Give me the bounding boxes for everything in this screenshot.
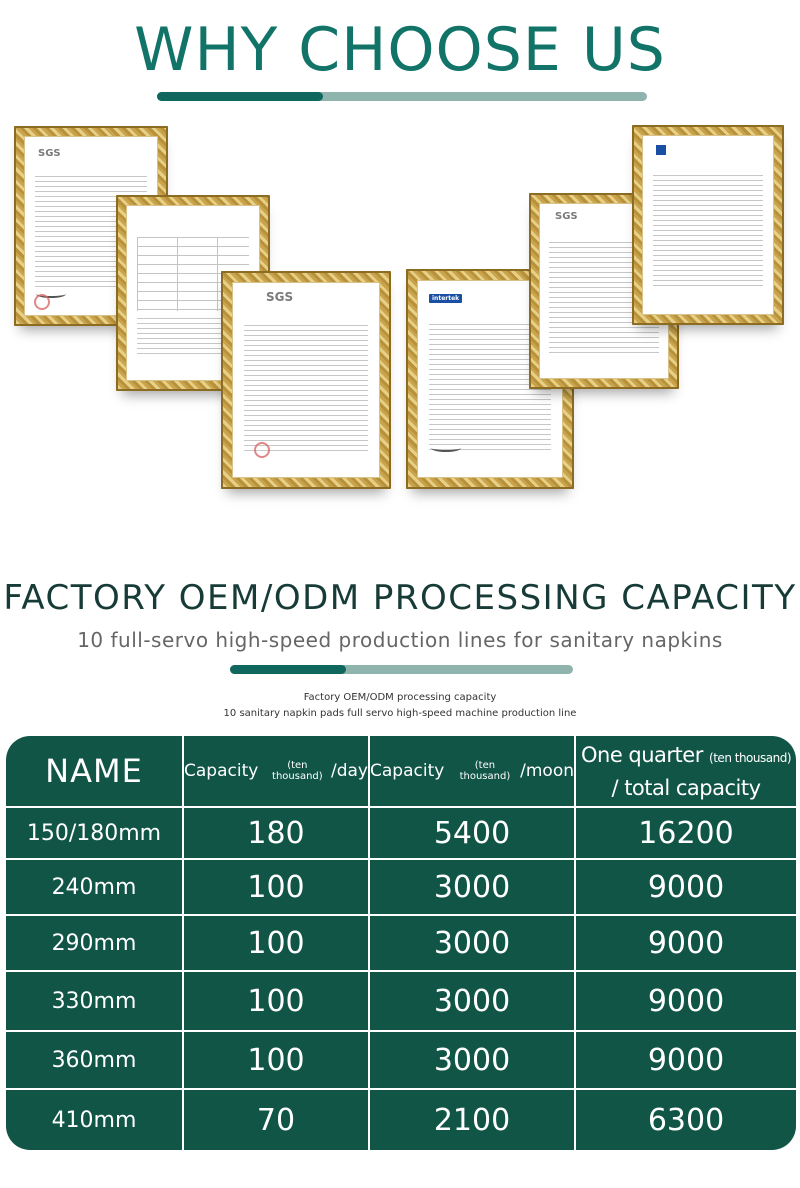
row-name: 150/180mm [6, 808, 182, 858]
sgs-logo: SGS [38, 148, 61, 159]
row-name: 290mm [6, 916, 182, 970]
section-subtitle: 10 full-servo high-speed production lines for sanitary napkins [77, 628, 723, 652]
section-underline [230, 665, 573, 674]
caption-line-1: Factory OEM/ODM processing capacity [303, 692, 497, 703]
header-name: NAME [6, 736, 182, 806]
row-name: 410mm [6, 1090, 182, 1150]
row-day: 100 [184, 860, 368, 914]
row-quarter: 6300 [576, 1090, 796, 1150]
row-moon: 2100 [370, 1090, 574, 1150]
certificate-frame-6 [632, 125, 784, 325]
row-day: 180 [184, 808, 368, 858]
row-quarter: 9000 [576, 1032, 796, 1088]
row-moon: 3000 [370, 860, 574, 914]
row-moon: 3000 [370, 916, 574, 970]
sgs-logo: SGS [266, 290, 294, 304]
certificate-frame-3 [221, 271, 391, 489]
header-capacity-moon: Capacity (ten thousand) /moon [370, 736, 574, 806]
section-title: FACTORY OEM/ODM PROCESSING CAPACITY [3, 578, 797, 618]
header-quarter-total: One quarter (ten thousand) / total capacity [576, 736, 796, 806]
row-day: 70 [184, 1090, 368, 1150]
row-moon: 3000 [370, 1032, 574, 1088]
row-moon: 3000 [370, 972, 574, 1030]
row-name: 240mm [6, 860, 182, 914]
intertek-logo: intertek [429, 294, 462, 303]
row-quarter: 9000 [576, 972, 796, 1030]
page-title: WHY CHOOSE US [134, 15, 666, 85]
header-capacity-day: Capacity (ten thousand) /day [184, 736, 368, 806]
caption-line-2: 10 sanitary napkin pads full servo high-speed machine production line [223, 708, 577, 719]
row-quarter: 16200 [576, 808, 796, 858]
row-day: 100 [184, 1032, 368, 1088]
title-underline [157, 92, 647, 101]
row-day: 100 [184, 916, 368, 970]
row-moon: 5400 [370, 808, 574, 858]
row-quarter: 9000 [576, 860, 796, 914]
row-name: 360mm [6, 1032, 182, 1088]
row-quarter: 9000 [576, 916, 796, 970]
capacity-table [6, 736, 796, 1150]
msds-logo-icon [656, 145, 666, 155]
row-name: 330mm [6, 972, 182, 1030]
sgs-logo: SGS [555, 211, 578, 222]
row-day: 100 [184, 972, 368, 1030]
